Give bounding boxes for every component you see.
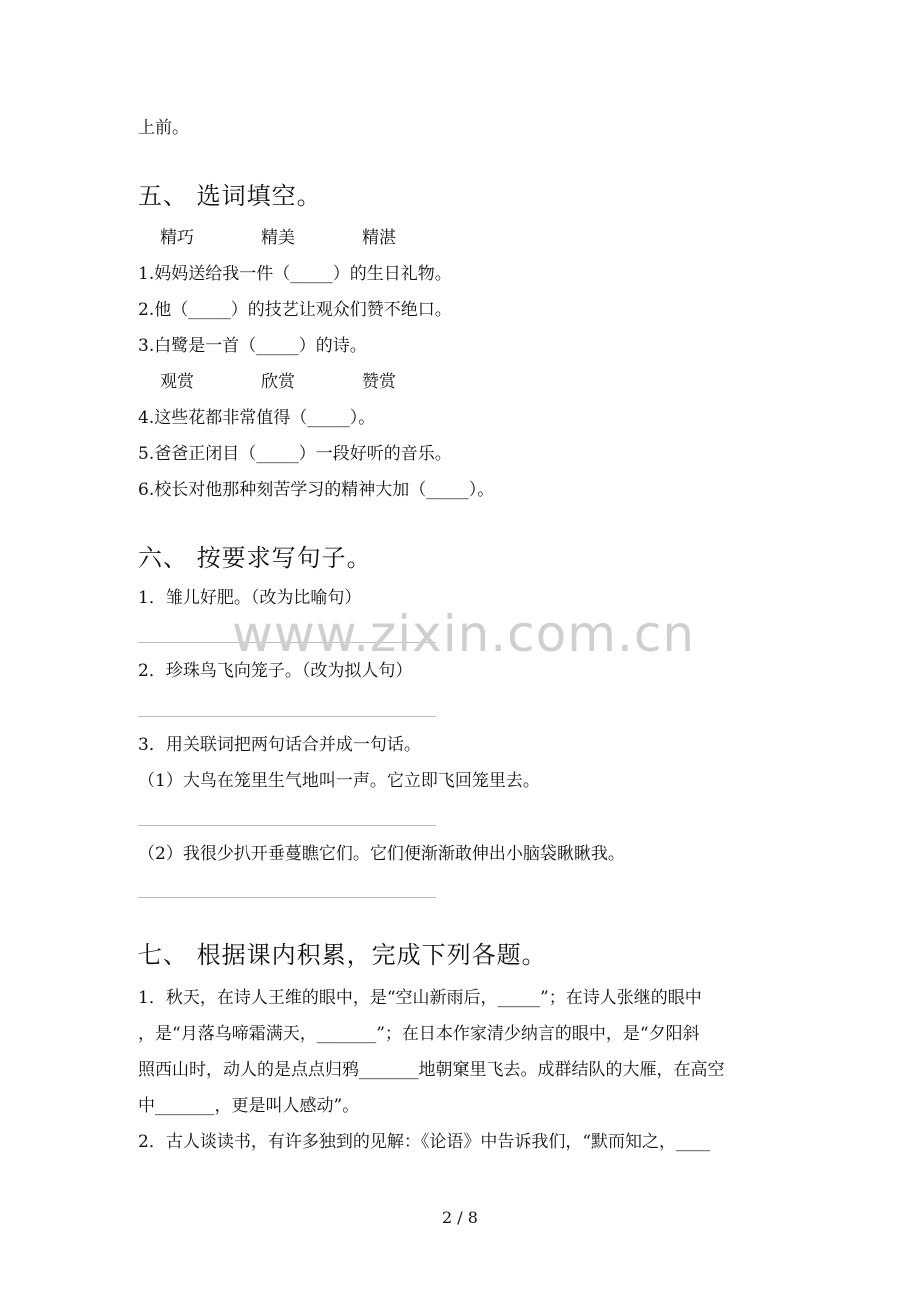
- question-7-2-line-1: 2．古人谈读书，有许多独到的见解：《论语》中告诉我们，“默而知之，____: [138, 1132, 711, 1152]
- word-bank-2: [160, 374, 463, 391]
- question-6-3-2: （2）我很少扒开垂蔓瞧它们。它们便渐渐敢伸出小脑袋瞅瞅我。: [138, 844, 625, 864]
- word-bank-1: [160, 230, 463, 247]
- answer-line: [138, 897, 436, 898]
- continuation-text: 上前。: [138, 118, 189, 138]
- section-5-heading: 五、 选词填空。: [138, 182, 322, 210]
- word-option: 观赏: [160, 372, 194, 392]
- question-5-3: 3.白鹭是一首（_____）的诗。: [138, 336, 367, 356]
- section-6-heading: 六、 按要求写句子。: [138, 544, 372, 572]
- question-6-3-1: （1）大鸟在笼里生气地叫一声。它立即飞回笼里去。: [138, 771, 540, 791]
- page-number: 2 / 8: [442, 1208, 478, 1227]
- word-option: 欣赏: [261, 372, 295, 392]
- question-5-1: 1.妈妈送给我一件（_____）的生日礼物。: [138, 264, 452, 284]
- question-5-2: 2.他（_____）的技艺让观众们赞不绝口。: [138, 300, 452, 320]
- question-7-1-line-3: 照西山时，动人的是点点归鸦_______地朝窠里飞去。成群结队的大雁，在高空: [138, 1060, 725, 1080]
- question-7-1-line-1: 1．秋天，在诗人王维的眼中，是“空山新雨后，_____”；在诗人张继的眼中: [138, 988, 702, 1008]
- question-5-6: 6.校长对他那种刻苦学习的精神大加（_____）。: [138, 480, 495, 500]
- question-6-3: 3．用关联词把两句话合并成一句话。: [138, 735, 421, 755]
- word-option: 精美: [261, 228, 295, 248]
- word-option: 精巧: [160, 228, 194, 248]
- question-7-1-line-4: 中_______，更是叫人感动”。: [138, 1096, 360, 1116]
- word-option: 赞赏: [362, 372, 396, 392]
- word-option: 精湛: [362, 228, 396, 248]
- question-6-1: 1．雏儿好肥。（改为比喻句）: [138, 588, 362, 608]
- watermark: www.zixin.com.cn: [232, 605, 696, 663]
- answer-line: [138, 716, 436, 717]
- answer-line: [138, 825, 436, 826]
- question-7-1-line-2: ，是“月落乌啼霜满天，_______”；在日本作家清少纳言的眼中，是“夕阳斜: [138, 1024, 700, 1044]
- question-5-4: 4.这些花都非常值得（_____）。: [138, 408, 376, 428]
- question-5-5: 5.爸爸正闭目（_____）一段好听的音乐。: [138, 444, 452, 464]
- question-6-2: 2．珍珠鸟飞向笼子。（改为拟人句）: [138, 661, 413, 681]
- section-7-heading: 七、 根据课内积累，完成下列各题。: [138, 941, 547, 969]
